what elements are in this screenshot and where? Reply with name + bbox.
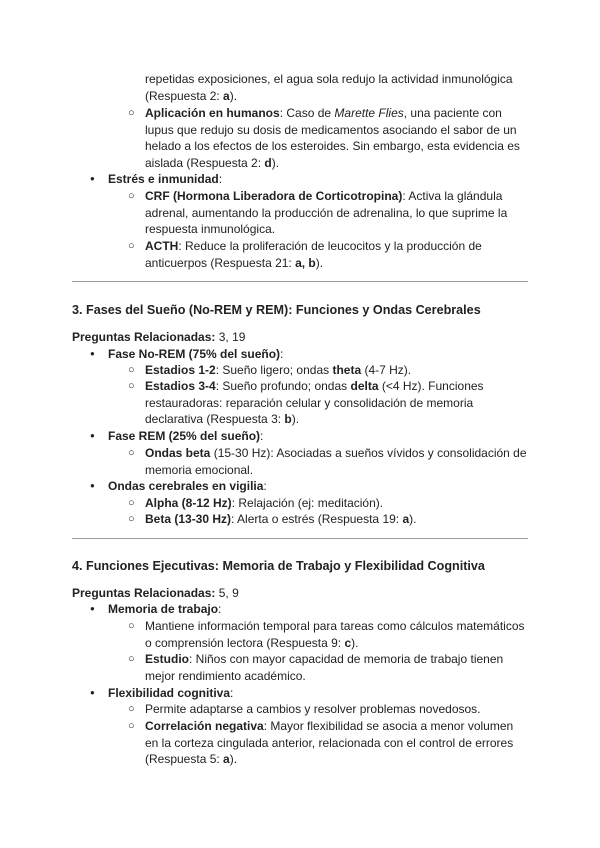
bullet-acth [145, 238, 528, 271]
punct: : [218, 602, 222, 616]
punct: ). [409, 512, 417, 526]
bullet-flexibility-desc [145, 701, 528, 718]
bullet-non-rem [108, 346, 528, 363]
bullet-label: ACTH [145, 239, 179, 253]
related-value: 5, 9 [215, 586, 239, 600]
bullet-label: CRF (Hormona Liberadora de Corticotropina) [145, 189, 403, 203]
bullet-text: (<4 Hz). Funciones restauradoras: reparación celular y consolidación de memoria declarativa (Respuesta 3: [145, 379, 484, 427]
bullet-human-application [145, 105, 528, 171]
bullet-text: Permite adaptarse a cambios y resolver problemas novedosos. [145, 702, 481, 716]
bullet-label: Beta (13-30 Hz) [145, 512, 232, 526]
bullet-stages-1-2 [145, 362, 528, 379]
bullet-text: : Relajación (ej: meditación). [231, 496, 384, 510]
bullet-text: : Mayor flexibilidad se asocia a menor volumen en la corteza cingulada anterior, relacionada con el control de errores (Respuesta 5: [145, 719, 514, 767]
related-value: 3, 19 [215, 330, 246, 344]
bullet-negative-correlation [145, 718, 528, 768]
bullet-label: Alpha (8-12 Hz) [145, 496, 232, 510]
bullet-text: (15-30 Hz): Asociadas a sueños vívidos y consolidación de memoria emocional. [145, 446, 527, 477]
answer-letter: d [264, 155, 272, 170]
bullet-text: : Activa la glándula adrenal, aumentando la producción de adrenalina, lo que suprime la respuesta inmunológica. [145, 189, 508, 237]
bullet-text: : Caso de [279, 106, 335, 120]
answer-letter: a [402, 512, 410, 526]
related-questions [72, 329, 245, 346]
bullet-awake-waves [108, 478, 528, 495]
answer-letter: c [344, 635, 352, 650]
bullet-stages-3-4 [145, 378, 528, 428]
bullet-label: Estrés e inmunidad [108, 172, 219, 186]
punct: ). [291, 412, 300, 427]
punct: ). [229, 752, 238, 767]
bullet-label: Fase REM (25% del sueño) [108, 429, 261, 443]
bullet-rem [108, 428, 528, 445]
bullet-text: : Reduce la proliferación de leucocitos y la producción de anticuerpos (Respuesta 21: [145, 239, 482, 270]
bullet-label: Fase No-REM (75% del sueño) [108, 347, 281, 361]
punct: ). [229, 88, 238, 103]
bullet-label: Aplicación en humanos [145, 106, 280, 120]
related-questions [72, 585, 239, 602]
bullet-text: : Sueño ligero; ondas [215, 363, 333, 377]
bold-term: delta [350, 379, 379, 393]
answer-letter: b [284, 412, 292, 427]
bullet-label: Estudio [145, 652, 189, 666]
punct: ). [271, 155, 280, 170]
punct: ). [351, 635, 359, 650]
bullet-label: Ondas cerebrales en vigilia [108, 479, 264, 493]
answer-letter: a [223, 88, 230, 103]
punct: ). [315, 255, 324, 270]
punct: : [260, 429, 264, 443]
bullet-working-memory-desc [145, 618, 528, 651]
bullet-text: , una paciente con lupus que redujo su dosis de medicamentos asociando el sabor de un helado a los efectos de los esteroides. Sin embargo, esta evidencia es aislada (Respuesta 2: [145, 106, 520, 170]
bullet-alpha [145, 495, 528, 512]
paragraph-text: repetidas exposiciones, el agua sola redujo la actividad inmunológica (Respuesta 2: [145, 72, 513, 103]
section-3-title: 3. Fases del Sueño (No-REM y REM): Funciones y Ondas Cerebrales [72, 303, 481, 317]
related-label: Preguntas Relacionadas: [72, 586, 216, 600]
punct: : [218, 172, 223, 186]
bullet-text: : Sueño profundo; ondas [215, 379, 351, 393]
punct: : [230, 686, 234, 700]
bullet-text: (4-7 Hz). [361, 363, 412, 377]
bullet-text: Mantiene información temporal para tareas como cálculos matemáticos o comprensión lectora (Respuesta 9: [145, 619, 525, 650]
section-divider [72, 538, 528, 539]
section-4-title: 4. Funciones Ejecutivas: Memoria de Trabajo y Flexibilidad Cognitiva [72, 559, 485, 573]
conditioning-paragraph [145, 71, 528, 104]
punct: : [280, 347, 284, 361]
bullet-label: Estadios 1-2 [145, 363, 216, 377]
bullet-working-memory [108, 601, 528, 618]
italic-name: Marette Flies [334, 106, 404, 120]
bullet-label: Ondas beta [145, 446, 211, 460]
bullet-text: : Niños con mayor capacidad de memoria de trabajo tienen mejor rendimiento académico. [145, 652, 504, 683]
answer-letter: a, b [295, 255, 316, 270]
bold-term: theta [332, 363, 362, 377]
bullet-label: Flexibilidad cognitiva [108, 686, 231, 700]
bullet-crf [145, 188, 528, 238]
bullet-study [145, 651, 528, 684]
bullet-stress-immunity [108, 171, 528, 188]
bullet-label: Estadios 3-4 [145, 379, 216, 393]
bullet-beta [145, 511, 528, 528]
section-divider [72, 281, 528, 282]
related-label: Preguntas Relacionadas: [72, 330, 216, 344]
bullet-beta-waves [145, 445, 528, 478]
bullet-label: Memoria de trabajo [108, 602, 219, 616]
bullet-label: Correlación negativa [145, 719, 264, 733]
bullet-cognitive-flexibility [108, 685, 528, 702]
answer-letter: a [223, 752, 230, 767]
punct: : [263, 479, 267, 493]
bullet-text: : Alerta o estrés (Respuesta 19: [231, 512, 403, 526]
